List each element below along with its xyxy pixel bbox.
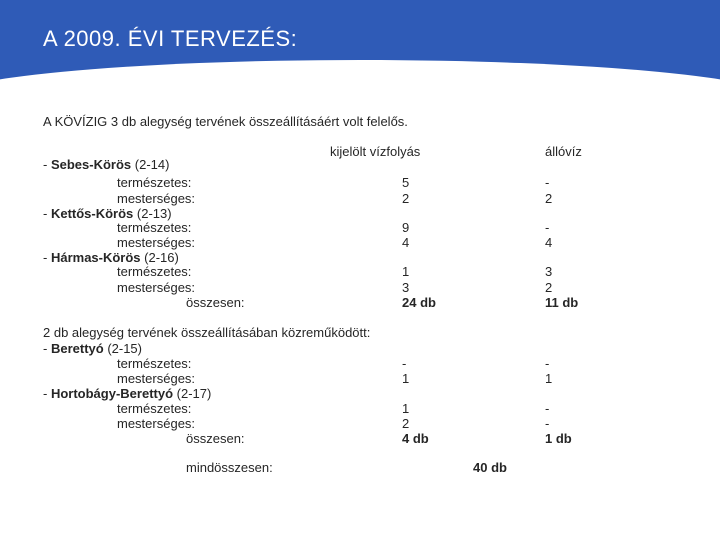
total-standing-water: 11 db <box>545 295 579 310</box>
value-watercourse: 9 <box>402 220 410 235</box>
total-watercourse: 4 db <box>402 431 429 446</box>
value-watercourse: 2 <box>402 416 410 431</box>
value-standing-water: 3 <box>545 264 553 279</box>
value-standing-water: 1 <box>545 371 553 386</box>
column-header-watercourse: kijelölt vízfolyás <box>330 144 421 159</box>
row-label-natural: természetes: <box>117 175 192 190</box>
subunit-name-sebes-koros: - Sebes-Körös (2-14) <box>43 157 170 172</box>
row-label-natural: természetes: <box>117 264 192 279</box>
value-standing-water: - <box>545 356 550 371</box>
total-label: összesen: <box>186 295 245 310</box>
value-watercourse: 1 <box>402 401 410 416</box>
subunit-name-harmas-koros: - Hármas-Körös (2-16) <box>43 250 179 265</box>
subunit-name-berettyo: - Berettyó (2-15) <box>43 341 142 356</box>
subunit-name-hortobagy-berettyo: - Hortobágy-Berettyó (2-17) <box>43 386 212 401</box>
value-standing-water: 4 <box>545 235 553 250</box>
row-label-artificial: mesterséges: <box>117 371 196 386</box>
total-standing-water: 1 db <box>545 431 572 446</box>
intro-text: A KÖVÍZIG 3 db alegység tervének összeállításáért volt felelős. <box>43 114 408 129</box>
value-watercourse: 5 <box>402 175 410 190</box>
row-label-artificial: mesterséges: <box>117 280 196 295</box>
value-standing-water: - <box>545 416 550 431</box>
title-banner <box>0 0 720 90</box>
subunit-name-kettos-koros: - Kettős-Körös (2-13) <box>43 206 172 221</box>
value-standing-water: - <box>545 401 550 416</box>
value-watercourse: - <box>402 356 407 371</box>
value-standing-water: - <box>545 175 550 190</box>
row-label-artificial: mesterséges: <box>117 191 196 206</box>
value-watercourse: 1 <box>402 371 410 386</box>
total-label: összesen: <box>186 431 245 446</box>
total-watercourse: 24 db <box>402 295 436 310</box>
row-label-natural: természetes: <box>117 401 192 416</box>
value-watercourse: 3 <box>402 280 410 295</box>
value-watercourse: 1 <box>402 264 410 279</box>
column-header-standing-water: állóvíz <box>545 144 582 159</box>
value-watercourse: 4 <box>402 235 410 250</box>
value-watercourse: 2 <box>402 191 410 206</box>
value-standing-water: - <box>545 220 550 235</box>
row-label-artificial: mesterséges: <box>117 416 196 431</box>
row-label-artificial: mesterséges: <box>117 235 196 250</box>
value-standing-water: 2 <box>545 191 553 206</box>
group2-intro: 2 db alegység tervének összeállításában közreműködött: <box>43 325 371 340</box>
slide-title: A 2009. ÉVI TERVEZÉS: <box>43 26 298 51</box>
row-label-natural: természetes: <box>117 220 192 235</box>
grand-total-value: 40 db <box>473 460 507 475</box>
grand-total-label: mindösszesen: <box>186 460 273 475</box>
row-label-natural: természetes: <box>117 356 192 371</box>
banner-wave-decoration <box>0 60 720 90</box>
value-standing-water: 2 <box>545 280 553 295</box>
